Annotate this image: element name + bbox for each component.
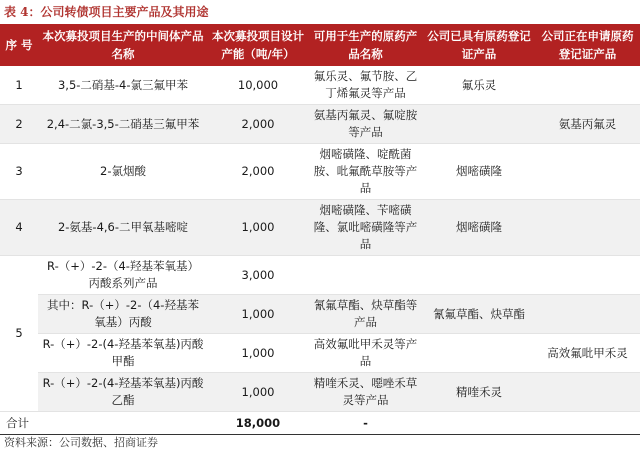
cell-seq: 3 bbox=[0, 144, 38, 200]
cell-capacity: 3,000 bbox=[208, 256, 308, 295]
cell-registered: 氰氟草酯、炔草酯 bbox=[423, 295, 535, 334]
table-row bbox=[0, 66, 640, 105]
cell-capacity: 2,000 bbox=[208, 105, 308, 144]
cell-registered bbox=[423, 256, 535, 295]
total-row bbox=[0, 412, 640, 435]
total-api: - bbox=[308, 412, 423, 435]
cell-seq: 1 bbox=[0, 66, 38, 105]
total-label: 合计 bbox=[0, 412, 208, 435]
cell-intermediate: R-（+）-2-(4-羟基苯氧基)丙酸甲酯 bbox=[38, 334, 208, 373]
header-seq: 序 号 bbox=[0, 24, 38, 66]
cell-intermediate: 2-氯烟酸 bbox=[38, 144, 208, 200]
header-applying: 公司正在申请原药登记证产品 bbox=[535, 24, 640, 66]
header-capacity: 本次募投项目设计产能（吨/年） bbox=[208, 24, 308, 66]
cell-intermediate: R-（+）-2-（4-羟基苯氧基）丙酸系列产品 bbox=[38, 256, 208, 295]
cell-api: 氨基丙氟灵、氟啶胺等产品 bbox=[308, 105, 423, 144]
cell-intermediate: 3,5-二硝基-4-氯三氟甲苯 bbox=[38, 66, 208, 105]
cell-registered bbox=[423, 105, 535, 144]
header-registered: 公司已具有原药登记证产品 bbox=[423, 24, 535, 66]
cell-api: 烟嘧磺隆、苄嘧磺隆、氯吡嘧磺隆等产品 bbox=[308, 200, 423, 256]
table-row bbox=[0, 200, 640, 256]
cell-applying bbox=[535, 373, 640, 412]
cell-api bbox=[308, 256, 423, 295]
cell-seq: 4 bbox=[0, 200, 38, 256]
table-caption: 表 4：公司转债项目主要产品及其用途 bbox=[4, 5, 209, 19]
cell-capacity: 1,000 bbox=[208, 295, 308, 334]
table-row bbox=[0, 256, 640, 295]
header-intermediate: 本次募投项目生产的中间体产品名称 bbox=[38, 24, 208, 66]
cell-applying: 高效氟吡甲禾灵 bbox=[535, 334, 640, 373]
cell-registered: 烟嘧磺隆 bbox=[423, 200, 535, 256]
cell-intermediate: 2,4-二氯-3,5-二硝基三氟甲苯 bbox=[38, 105, 208, 144]
cell-intermediate: R-（+）-2-(4-羟基苯氧基)丙酸乙酯 bbox=[38, 373, 208, 412]
table-row bbox=[0, 144, 640, 200]
total-registered bbox=[423, 412, 535, 435]
cell-api: 高效氟吡甲禾灵等产品 bbox=[308, 334, 423, 373]
cell-api: 氰氟草酯、炔草酯等产品 bbox=[308, 295, 423, 334]
cell-applying bbox=[535, 200, 640, 256]
cell-applying bbox=[535, 256, 640, 295]
header-api: 可用于生产的原药产品名称 bbox=[308, 24, 423, 66]
cell-registered: 精喹禾灵 bbox=[423, 373, 535, 412]
cell-registered bbox=[423, 334, 535, 373]
total-capacity: 18,000 bbox=[208, 412, 308, 435]
table-header-row bbox=[0, 24, 640, 66]
cell-capacity: 1,000 bbox=[208, 373, 308, 412]
source-note: 资料来源：公司数据、招商证券 bbox=[4, 436, 158, 449]
cell-intermediate: 2-氨基-4,6-二甲氧基嘧啶 bbox=[38, 200, 208, 256]
cell-applying bbox=[535, 295, 640, 334]
cell-api: 氟乐灵、氟节胺、乙丁烯氟灵等产品 bbox=[308, 66, 423, 105]
table-row bbox=[0, 334, 640, 373]
cell-applying: 氨基丙氟灵 bbox=[535, 105, 640, 144]
table-row bbox=[0, 295, 640, 334]
cell-seq-group: 5 bbox=[0, 256, 38, 412]
cell-capacity: 1,000 bbox=[208, 200, 308, 256]
table-row bbox=[0, 373, 640, 412]
total-applying bbox=[535, 412, 640, 435]
cell-capacity: 1,000 bbox=[208, 334, 308, 373]
cell-applying bbox=[535, 144, 640, 200]
cell-applying bbox=[535, 66, 640, 105]
cell-capacity: 2,000 bbox=[208, 144, 308, 200]
cell-registered: 烟嘧磺隆 bbox=[423, 144, 535, 200]
products-table bbox=[0, 24, 640, 435]
cell-seq: 2 bbox=[0, 105, 38, 144]
cell-capacity: 10,000 bbox=[208, 66, 308, 105]
cell-api: 烟嘧磺隆、啶酰菌胺、吡氟酰草胺等产品 bbox=[308, 144, 423, 200]
cell-registered: 氟乐灵 bbox=[423, 66, 535, 105]
cell-api: 精喹禾灵、噁唑禾草灵等产品 bbox=[308, 373, 423, 412]
cell-intermediate: 其中：R-（+）-2-（4-羟基苯氧基）丙酸 bbox=[38, 295, 208, 334]
table-row bbox=[0, 105, 640, 144]
